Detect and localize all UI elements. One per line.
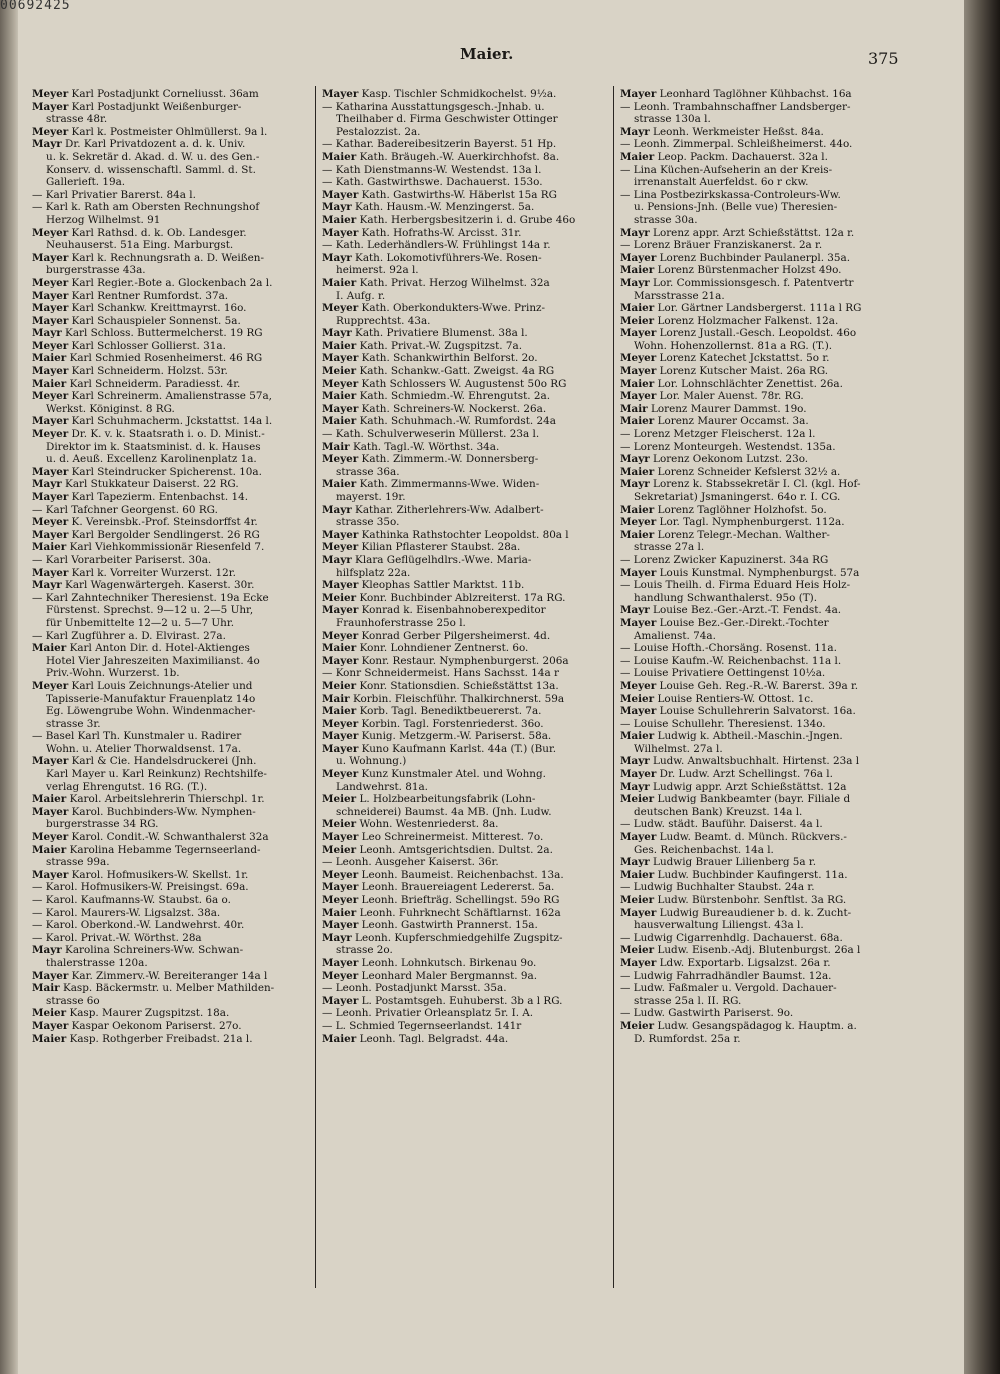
directory-entry-line: Werkst. Königinst. 8 RG. xyxy=(46,402,175,415)
directory-entry-line: Mair Korbin. Fleischführ. Thalkirchnerst. 59a xyxy=(322,692,565,705)
page-edge xyxy=(964,0,1000,1374)
directory-entry-line: Mayer Kuno Kaufmann Karlst. 44a (T.) (Bur. xyxy=(322,742,557,755)
directory-entry-line: Maier Karol. Arbeitslehrerin Thierschpl. 1r. xyxy=(32,793,265,806)
directory-entry-line: Mayer Kar. Zimmerv.-W. Bereiteranger 14a l xyxy=(32,969,268,982)
directory-entry-line: Meyer Karl Schlosser Gollierst. 31a. xyxy=(32,339,226,352)
directory-entry-line: Mayer Leonh. Gastwirth Prannerst. 15a. xyxy=(322,919,538,932)
directory-entry-line: strasse 99a. xyxy=(46,856,110,869)
directory-entry-line: — Kathar. Badereibesitzerin Bayerst. 51 Hp. xyxy=(322,138,557,151)
directory-entry-line: Maier Leonh. Fuhrknecht Schäftlarnst. 162a xyxy=(322,906,561,919)
directory-entry-line: — Leonh. Ausgeher Kaiserst. 36r. xyxy=(322,856,499,869)
directory-entry-line: Sekretariat) Jsmaningerst. 64o r. I. CG. xyxy=(634,491,841,503)
directory-entry-line: — Lorenz Monteurgeh. Westendst. 135a. xyxy=(620,440,836,453)
directory-entry-line: Fraunhoferstrasse 25o l. xyxy=(336,616,466,629)
directory-entry-line: verlag Ehrengutst. 16 RG. (T.). xyxy=(46,780,208,793)
directory-entry-line: Maier Kath. Bräugeh.-W. Auerkirchhofst. 8a. xyxy=(322,150,560,163)
directory-entry-line: Meier Ludw. Eisenb.-Adj. Blutenburgst. 26a l xyxy=(620,944,861,957)
directory-entry-line: Mayer Ldw. Exportarb. Ligsalzst. 26a r. xyxy=(620,956,831,969)
directory-entry-line: Maier Konr. Lohndiener Zentnerst. 6o. xyxy=(322,642,529,655)
directory-entry-line: Tapisserie-Manufaktur Frauenplatz 14o xyxy=(46,692,256,705)
directory-entry-line: burgerstrasse 43a. xyxy=(46,264,146,277)
directory-entry-line: Mayr Ludw. Anwaltsbuchhalt. Hirtenst. 23a l xyxy=(620,755,860,768)
directory-entry-line: — Karl Privatier Barerst. 84a l. xyxy=(32,188,196,201)
directory-entry-line: Mayer Karl k. Vorreiter Wurzerst. 12r. xyxy=(32,566,236,579)
directory-entry-line: — Kath Dienstmanns-W. Westendst. 13a l. xyxy=(322,163,542,176)
directory-entry-line: Meyer Kilian Pflasterer Staubst. 28a. xyxy=(322,541,521,554)
directory-entry-line: Mair Kasp. Bäckermstr. u. Melber Mathilden- xyxy=(32,982,275,995)
directory-entry-line: strasse 27a l. xyxy=(634,541,705,554)
directory-entry-line: Meyer Karl Postadjunkt Corneliusst. 36am xyxy=(32,88,259,100)
directory-entry-line: — Leonh. Zimmerpal. Schleißheimerst. 44o. xyxy=(620,138,853,151)
directory-entry-line: Pestalozzist. 2a. xyxy=(336,125,421,138)
directory-entry-line: — Lorenz Bräuer Franziskanerst. 2a r. xyxy=(620,239,823,252)
directory-entry-line: Fürstenst. Sprechst. 9—12 u. 2—5 Uhr, xyxy=(46,604,254,617)
directory-entry-line: Maier Lor. Lohnschlächter Zenettist. 26a. xyxy=(620,377,843,390)
directory-entry-line: Maier Karl Schneiderm. Paradiesst. 4r. xyxy=(32,377,241,390)
directory-entry-line: — Kath. Schulverweserin Müllerst. 23a l. xyxy=(322,428,540,441)
directory-entry-line: Mayer Lor. Maler Auenst. 78r. RG. xyxy=(620,390,804,403)
directory-entry-line: Marsstrasse 21a. xyxy=(634,289,725,302)
directory-entry-line: — Karl k. Rath am Obersten Rechnungshof xyxy=(32,201,260,214)
directory-entry-line: Mayr Karolina Schreiners-Ww. Schwan- xyxy=(32,944,244,957)
directory-entry-line: Maier Karolina Hebamme Tegernseerland- xyxy=(32,843,261,856)
directory-entry-line: Mayr Karl Stukkateur Daiserst. 22 RG. xyxy=(32,478,239,491)
directory-entry-line: Maier Kath. Schuhmach.-W. Rumfordst. 24a xyxy=(322,415,556,428)
directory-entry-line: Meyer Leonh. Baumeist. Reichenbachst. 13a. xyxy=(322,868,564,881)
directory-entry-line: hilfsplatz 22a. xyxy=(336,566,411,579)
directory-entry-line: Direktor im k. Staatsminist. d. k. Hauses xyxy=(46,440,261,453)
directory-entry-line: Meier Ludw. Gesangspädagog k. Hauptm. a. xyxy=(620,1019,857,1032)
directory-entry-line: für Unbemittelte 12—2 u. 5—7 Uhr. xyxy=(46,616,234,629)
directory-entry-line: Meyer Louise Geh. Reg.-R.-W. Barerst. 39a r. xyxy=(620,679,859,692)
directory-entry-line: Mayer Konrad k. Eisenbahnoberexpeditor xyxy=(322,604,546,617)
directory-entry-line: — Louise Hofth.-Chorsäng. Rosenst. 11a. xyxy=(620,642,837,655)
directory-entry-line: Maier Leonh. Tagl. Belgradst. 44a. xyxy=(322,1032,509,1045)
directory-entry-line: Meier Konr. Buchbinder Ablzreiterst. 17a RG. xyxy=(322,591,566,604)
directory-entry-line: — Louise Kaufm.-W. Reichenbachst. 11a l. xyxy=(620,654,842,667)
directory-entry-line: Maier Lorenz Telegr.-Mechan. Walther- xyxy=(620,528,830,541)
directory-entry-line: Mayer L. Postamtsgeh. Euhuberst. 3b a l RG. xyxy=(322,994,563,1007)
directory-entry-line: u. d. Aeuß. Excellenz Karolinenplatz 1a. xyxy=(46,453,257,466)
column-2 xyxy=(322,88,608,1288)
directory-entry-line: — Karl Zahntechniker Theresienst. 19a Ecke xyxy=(32,591,269,604)
directory-entry-line: D. Rumfordst. 25a r. xyxy=(634,1032,741,1045)
directory-entry-line: Theilhaber d. Firma Geschwister Ottinger xyxy=(336,113,558,126)
directory-entry-line: Meyer Karl k. Postmeister Ohlmüllerst. 9a l. xyxy=(32,125,268,138)
archive-stamp: 00692425 xyxy=(0,0,71,13)
directory-entry-line: strasse 25a l. II. RG. xyxy=(634,994,742,1007)
directory-entry-line: Maier Lorenz Taglöhner Holzhofst. 5o. xyxy=(620,503,827,516)
directory-entry-line: — L. Schmied Tegernseerlandst. 141r xyxy=(322,1019,522,1032)
directory-entry-line: Mayr Louise Bez.-Ger.-Arzt.-T. Fendst. 4a. xyxy=(620,604,842,617)
directory-entry-line: — Louise Privatiere Oettingenst 10½a. xyxy=(620,667,826,680)
directory-entry-line: Mayer Leo Schreinermeist. Mitterest. 7o. xyxy=(322,831,544,844)
directory-entry-line: Mayer Lorenz Justall.-Gesch. Leopoldst. 46o xyxy=(620,327,857,340)
directory-entry-line: Mayer Karl Steindrucker Spicherenst. 10a. xyxy=(32,465,262,478)
directory-entry-line: Mayer Karol. Hofmusikers-W. Skellst. 1r. xyxy=(32,868,249,881)
directory-entry-line: Meyer Kunz Kunstmaler Atel. und Wohng. xyxy=(322,768,546,781)
directory-entry-line: Meier Kath. Schankw.-Gatt. Zweigst. 4a RG xyxy=(322,365,555,378)
directory-entry-line: Karl Mayer u. Karl Reinkunz) Rechtshilfe- xyxy=(46,768,267,781)
directory-entry-line: Meier Lorenz Holzmacher Falkenst. 12a. xyxy=(620,314,839,327)
directory-entry-line: Maier Kasp. Rothgerber Freibadst. 21a l. xyxy=(32,1032,253,1045)
directory-entry-line: Maier Kath. Privat. Herzog Wilhelmst. 32a xyxy=(322,276,550,289)
directory-entry-line: — Lina Postbezirkskassa-Controleurs-Ww. xyxy=(620,188,841,201)
directory-entry-line: Mair Lorenz Maurer Dammst. 19o. xyxy=(620,402,807,415)
directory-entry-line: Mayer Kunig. Metzgerm.-W. Pariserst. 58a. xyxy=(322,730,552,743)
directory-entry-line: — Ludw. Faßmaler u. Vergold. Dachauer- xyxy=(620,982,837,995)
directory-entry-line: Meier L. Holzbearbeitungsfabrik (Lohn- xyxy=(322,793,536,806)
directory-entry-line: Mayer Kaspar Oekonom Pariserst. 27o. xyxy=(32,1019,242,1032)
directory-entry-line: — Kath. Lederhändlers-W. Frühlingst 14a r. xyxy=(322,239,551,252)
directory-entry-line: Meyer K. Vereinsbk.-Prof. Steinsdorffst 4r. xyxy=(32,516,258,529)
page-title: Maier. xyxy=(460,45,514,63)
directory-entry-line: Mayer Louis Kunstmal. Nymphenburgst. 57a xyxy=(620,566,860,579)
directory-entry-line: Mayer Karl Schauspieler Sonnenst. 5a. xyxy=(32,314,241,327)
directory-entry-line: Mayer Karl Tapezierm. Entenbachst. 14. xyxy=(32,491,248,503)
directory-entry-line: Meyer Leonhard Maler Bergmannst. 9a. xyxy=(322,969,537,982)
directory-entry-line: Hotel Vier Jahreszeiten Maximilianst. 4o xyxy=(46,654,260,667)
directory-entry-line: I. Aufg. r. xyxy=(336,289,386,302)
directory-entry-line: Mayr Leonh. Werkmeister Heßst. 84a. xyxy=(620,125,824,138)
directory-entry-line: strasse 3r. xyxy=(46,717,101,730)
directory-entry-line: Maier Lorenz Bürstenmacher Holzst 49o. xyxy=(620,264,842,277)
directory-entry-line: — Karl Vorarbeiter Pariserst. 30a. xyxy=(32,553,212,566)
directory-entry-line: Mayer Kathinka Rathstochter Leopoldst. 80a l xyxy=(322,528,569,541)
directory-entry-line: Mayr Leonh. Kupferschmiedgehilfe Zugspitz- xyxy=(322,931,563,944)
directory-entry-line: Mayer Karl & Cie. Handelsdruckerei (Jnh. xyxy=(32,755,257,768)
directory-entry-line: Maier Lorenz Schneider Kefslerst 32½ a. xyxy=(620,465,841,478)
directory-entry-line: Mayer Ludwig Bureaudiener b. d. k. Zucht- xyxy=(620,906,852,919)
directory-entry-line: Meier Louise Rentiers-W. Ottost. 1c. xyxy=(620,692,814,705)
directory-entry-line: Meier Konr. Stationsdien. Schießstättst 13a. xyxy=(322,679,559,692)
directory-entry-line: Mayer Louise Bez.-Ger.-Direkt.-Tochter xyxy=(620,616,829,629)
directory-entry-line: — Karol. Kaufmanns-W. Staubst. 6a o. xyxy=(32,894,231,906)
column-1 xyxy=(32,88,308,1288)
directory-entry-line: Meyer Kath. Oberkonduktеrs-Wwe. Prinz- xyxy=(322,302,546,315)
directory-entry-line: Meyer Karl Rathsd. d. k. Ob. Landesger. xyxy=(32,226,247,239)
directory-entry-line: mayerst. 19r. xyxy=(336,491,406,503)
directory-entry-line: Meier Ludw. Bürstenbohr. Senftlst. 3a RG. xyxy=(620,894,847,906)
directory-entry-line: handlung Schwanthalerst. 95o (T). xyxy=(634,591,818,604)
directory-entry-line: Mayer Karl Postadjunkt Weißenburger- xyxy=(32,100,242,113)
directory-entry-line: — Karol. Hofmusikers-W. Preisingst. 69a. xyxy=(32,881,249,894)
directory-entry-line: Meyer Lorenz Katechet Jckstattst. 5o r. xyxy=(620,352,830,365)
directory-entry-line: Mair Kath. Tagl.-W. Wörthst. 34a. xyxy=(322,440,500,453)
directory-entry-line: Mayer Leonhard Taglöhner Kühbachst. 16a xyxy=(620,88,852,100)
directory-entry-line: Mayr Ludwig Brauer Lilienberg 5a r. xyxy=(620,856,817,869)
directory-entry-line: Mayr Karl Schloss. Buttermelcherst. 19 RG xyxy=(32,327,263,340)
directory-entry-line: — Ludwig Fahrradhändler Baumst. 12a. xyxy=(620,969,832,982)
directory-entry-line: deutschen Bank) Kreuzst. 14a l. xyxy=(634,805,803,818)
directory-entry-line: Mayer Kleophas Sattler Marktst. 11b. xyxy=(322,579,525,592)
directory-entry-line: Maier Kath. Privat.-W. Zugspitzst. 7a. xyxy=(322,339,522,352)
directory-entry-line: burgerstrasse 34 RG. xyxy=(46,818,159,831)
directory-entry-line: Meyer Kath. Zimmerm.-W. Donnersberg- xyxy=(322,453,539,466)
directory-entry-line: — Ludw. Gastwirth Pariserst. 9o. xyxy=(620,1007,794,1020)
directory-entry-line: Maier Karl Viehkommissionär Riesenfeld 7. xyxy=(32,541,265,554)
directory-entry-line: Gallerieft. 19a. xyxy=(46,176,126,189)
directory-entry-line: — Ludwig Buchhalter Staubst. 24a r. xyxy=(620,881,815,894)
directory-entry-line: Meier Wohn. Westenriederst. 8a. xyxy=(322,818,499,831)
directory-entry-line: — Louis Theilh. d. Firma Eduard Heis Holz- xyxy=(620,579,851,592)
directory-entry-line: Amalienst. 74a. xyxy=(634,629,716,642)
directory-entry-line: — Konr Schneidermeist. Hans Sachsst. 14a r xyxy=(322,667,559,680)
directory-entry-line: Maier Karl Schmied Rosenheimerst. 46 RG xyxy=(32,352,263,365)
directory-entry-line: strasse 30a. xyxy=(634,213,698,226)
directory-entry-line: — Karl Tafchner Georgenst. 60 RG. xyxy=(32,503,218,516)
directory-entry-line: Meyer Karl Louis Zeichnungs-Atelier und xyxy=(32,679,253,692)
running-header xyxy=(0,45,960,69)
directory-entry-line: u. Wohnung.) xyxy=(336,755,407,768)
directory-entry-line: Meyer Karol. Condit.-W. Schwanthalerst 32a xyxy=(32,831,269,844)
directory-entry-line: Mayer Karl k. Rechnungsrath a. D. Weißen- xyxy=(32,251,264,264)
directory-entry-line: Mayer Karol. Buchbinders-Ww. Nymphen- xyxy=(32,805,256,818)
page-number: 375 xyxy=(868,49,899,68)
directory-entry-line: — Kath. Gastwirthswe. Dachauerst. 153o. xyxy=(322,176,543,189)
directory-entry-line: strasse 36a. xyxy=(336,465,400,478)
directory-entry-line: — Leonh. Postadjunkt Marsst. 35a. xyxy=(322,982,507,995)
directory-entry-line: — Karol. Oberkond.-W. Landwehrst. 40r. xyxy=(32,919,245,932)
directory-entry-line: Maier Kath. Schmiedm.-W. Ehrengutst. 2a. xyxy=(322,390,551,403)
directory-entry-line: Ges. Reichenbachst. 14a l. xyxy=(634,843,774,856)
directory-entry-line: Mayr Kath. Lokomotivführers-We. Rosen- xyxy=(322,251,542,264)
directory-entry-line: Mayer Louise Schullehrerin Salvatorst. 16a. xyxy=(620,705,856,718)
directory-entry-line: Wilhelmst. 27a l. xyxy=(634,742,723,755)
directory-entry-line: — Karol. Privat.-W. Wörthst. 28a xyxy=(32,931,202,944)
directory-entry-line: Maier Leop. Packm. Dachauerst. 32a l. xyxy=(620,150,828,163)
directory-entry-line: — Karol. Maurers-W. Ligsalzst. 38a. xyxy=(32,906,221,919)
directory-entry-line: irrenanstalt Auerfeldst. 6o r ckw. xyxy=(634,176,809,189)
directory-entry-line: Meyer Konrad Gerber Pilgersheimerst. 4d. xyxy=(322,629,551,642)
directory-entry-line: Meier Ludwig Bankbeamter (bayr. Filiale d xyxy=(620,793,851,806)
directory-entry-line: Meyer Kath Schlossers W. Augustenst 50o RG xyxy=(322,377,567,390)
directory-entry-line: — Katharina Ausstattungsgesch.-Jnhab. u. xyxy=(322,100,545,113)
directory-entry-line: Landwehrst. 81a. xyxy=(336,780,428,793)
directory-entry-line: — Ludwig Cigarrenhdlg. Dachauerst. 68a. xyxy=(620,931,843,944)
directory-entry-line: schneiderei) Baumst. 4a MB. (Jnh. Ludw. xyxy=(336,805,552,818)
directory-entry-line: Herzog Wilhelmst. 91 xyxy=(46,213,161,226)
directory-entry-line: Priv.-Wohn. Wurzerst. 1b. xyxy=(46,667,180,680)
directory-entry-line: Mayer Kath. Hofraths-W. Arcisst. 31r. xyxy=(322,226,522,239)
directory-entry-line: Mayer Karl Schankw. Kreittmayrst. 16o. xyxy=(32,302,247,315)
directory-entry-line: — Karl Zugführer a. D. Elvirast. 27a. xyxy=(32,629,226,642)
directory-entry-line: Konserv. d. wissenschaftl. Samml. d. St. xyxy=(46,163,256,176)
directory-entry-line: Meyer Lor. Tagl. Nymphenburgerst. 112a. xyxy=(620,516,845,529)
directory-entry-line: — Lorenz Zwicker Kapuzinerst. 34a RG xyxy=(620,553,829,566)
directory-entry-line: Mayer Leonh. Brauereiagent Ledererst. 5a. xyxy=(322,881,555,894)
directory-entry-line: strasse 6o xyxy=(46,994,100,1007)
directory-entry-line: Mayer Kath. Gastwirths-W. Häberlst 15a RG xyxy=(322,188,557,201)
directory-entry-line: — Leonh. Trambahnschaffner Landsberger- xyxy=(620,100,851,113)
directory-entry-line: Mayer Ludw. Beamt. d. Münch. Rückvers.- xyxy=(620,831,847,844)
directory-entry-line: Mayer Dr. Ludw. Arzt Schellingst. 76a l. xyxy=(620,768,833,781)
directory-entry-line: Mayr Dr. Karl Privatdozent a. d. k. Univ. xyxy=(32,138,246,151)
directory-entry-line: — Ludw. städt. Bauführ. Daiserst. 4a l. xyxy=(620,818,823,831)
directory-entry-line: Mayr Kath. Hausm.-W. Menzingerst. 5a. xyxy=(322,201,535,214)
directory-entry-line: Mayr Lorenz Oekonom Lutzst. 23o. xyxy=(620,453,809,466)
directory-entry-line: Meier Kasp. Maurer Zugspitzst. 18a. xyxy=(32,1007,230,1020)
directory-entry-line: u. Pensions-Jnh. (Belle vue) Theresien- xyxy=(634,201,838,214)
directory-entry-line: Mayer Lorenz Kutscher Maist. 26a RG. xyxy=(620,365,829,378)
directory-entry-line: Mayer Karl Bergolder Sendlingerst. 26 RG xyxy=(32,528,260,541)
directory-entry-line: Maier Lorenz Maurer Occamst. 3a. xyxy=(620,415,809,428)
directory-entry-line: Maier Kath. Herbergsbesitzerin i. d. Grube 46o xyxy=(322,213,576,226)
directory-entry-line: Meyer Karl Regier.-Bote a. Glockenbach 2a l. xyxy=(32,276,273,289)
directory-entry-line: Maier Kath. Zimmermanns-Wwe. Widen- xyxy=(322,478,540,491)
directory-entry-line: Mayr Karl Wagenwärtergeh. Kaserst. 30r. xyxy=(32,579,255,592)
directory-entry-line: strasse 2o. xyxy=(336,944,393,957)
directory-entry-line: Mayer Kasp. Tischler Schmidkochelst. 9½a. xyxy=(322,88,557,100)
directory-entry-line: — Basel Karl Th. Kunstmaler u. Radirer xyxy=(32,730,242,743)
directory-entry-line: Meyer Dr. K. v. k. Staatsrath i. o. D. Minist.- xyxy=(32,428,265,441)
directory-entry-line: Mayr Kathar. Zitherlehrers-Ww. Adalbert- xyxy=(322,503,544,516)
directory-entry-line: Maier Karl Anton Dir. d. Hotel-Aktienges xyxy=(32,642,250,655)
directory-entry-line: Mayr Kath. Privatiere Blumenst. 38a l. xyxy=(322,327,528,340)
column-rule xyxy=(613,86,614,1288)
directory-entry-line: Mayer Leonh. Lohnkutsch. Birkenau 9o. xyxy=(322,956,537,969)
directory-entry-line: strasse 130a l. xyxy=(634,113,711,126)
directory-entry-line: — Leonh. Privatier Orleansplatz 5r. I. A. xyxy=(322,1007,534,1020)
directory-entry-line: — Lina Küchen-Aufseherin an der Kreis- xyxy=(620,163,833,176)
directory-entry-line: Mayer Karl Rentner Rumfordst. 37a. xyxy=(32,289,229,302)
directory-entry-line: Mayer Karl Schneiderm. Holzst. 53r. xyxy=(32,365,228,378)
directory-entry-line: Mayer Konr. Restaur. Nymphenburgerst. 206a xyxy=(322,654,569,667)
directory-entry-line: Maier Ludwig k. Abtheil.-Maschin.-Jngen. xyxy=(620,730,843,743)
directory-entry-line: Maier Korb. Tagl. Benediktbeuererst. 7a. xyxy=(322,705,542,718)
directory-entry-line: Wohn. Hohenzollernst. 81a a RG. (T.). xyxy=(634,339,833,352)
directory-entry-line: Maier Lor. Gärtner Landsbergerst. 111a l RG xyxy=(620,302,862,315)
directory-entry-line: hausverwaltung Liliengst. 43a l. xyxy=(634,919,804,932)
directory-entry-line: u. k. Sekretär d. Akad. d. W. u. des Gen.- xyxy=(46,150,260,163)
directory-entry-line: Eg. Löwengrube Wohn. Windenmacher- xyxy=(46,705,256,718)
directory-entry-line: heimerst. 92a l. xyxy=(336,264,419,277)
column-3 xyxy=(620,88,914,1288)
directory-entry-line: — Louise Schullehr. Theresienst. 134o. xyxy=(620,717,826,730)
directory-entry-line: Mayer Kath. Schankwirthin Belforst. 2o. xyxy=(322,352,538,365)
directory-entry-line: strasse 48r. xyxy=(46,113,108,126)
directory-entry-line: Meyer Karl Schreinerm. Amalienstrasse 57a, xyxy=(32,390,272,403)
directory-entry-line: Mayer Lorenz Buchbinder Paulanerpl. 35a. xyxy=(620,251,851,264)
directory-entry-line: Mayr Lor. Commissionsgesch. f. Patentvertr xyxy=(620,276,854,289)
directory-entry-line: Mayr Klara Geflügelhdlrs.-Wwe. Maria- xyxy=(322,553,532,566)
directory-entry-line: — Lorenz Metzger Fleischerst. 12a l. xyxy=(620,428,816,441)
directory-entry-line: Meier Leonh. Amtsgerichtsdien. Dultst. 2a. xyxy=(322,843,553,856)
directory-entry-line: Mayr Ludwig appr. Arzt Schießstättst. 12a xyxy=(620,780,847,793)
directory-entry-line: Mayr Lorenz k. Stabssekretär I. Cl. (kgl. Hof- xyxy=(620,478,861,491)
directory-entry-line: Mayer Kath. Schreiners-W. Nockerst. 26a. xyxy=(322,402,547,415)
book-gutter xyxy=(0,0,18,1374)
directory-entry-line: Neuhauserst. 51a Eing. Marburgst. xyxy=(46,239,234,252)
directory-entry-line: Maier Ludw. Buchbinder Kaufingerst. 11a. xyxy=(620,868,848,881)
directory-entry-line: Mayr Lorenz appr. Arzt Schießstättst. 12a r. xyxy=(620,226,855,239)
column-rule xyxy=(315,86,316,1288)
directory-entry-line: Wohn. u. Atelier Thorwaldsenst. 17a. xyxy=(46,742,242,755)
directory-entry-line: Meyer Leonh. Briefträg. Schellingst. 59o RG xyxy=(322,894,560,906)
directory-entry-line: Mayer Karl Schuhmacherm. Jckstattst. 14a l. xyxy=(32,415,273,428)
directory-entry-line: thalerstrasse 120a. xyxy=(46,956,148,969)
directory-entry-line: Meyer Korbin. Tagl. Forstenriederst. 36o. xyxy=(322,717,544,730)
directory-entry-line: strasse 35o. xyxy=(336,516,400,529)
directory-entry-line: Rupprechtst. 43a. xyxy=(336,314,431,327)
